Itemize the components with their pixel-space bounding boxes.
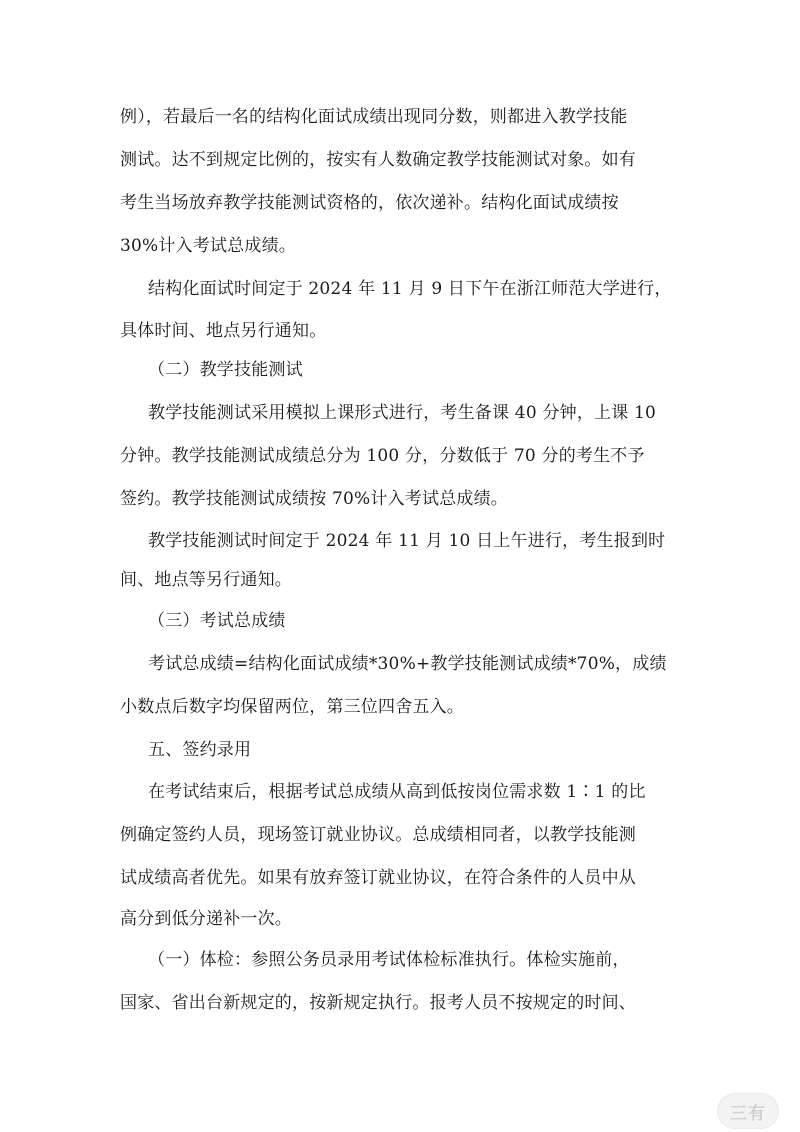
text-line-14: 考试总成绩=结构化面试成绩*30%+教学技能测试成绩*70%，成绩 [148, 654, 667, 674]
text-line-19: 试成绩高者优先。如果有放弃签订就业协议，在符合条件的人员中从 [120, 868, 636, 888]
text-line-20: 高分到低分递补一次。 [120, 909, 292, 929]
text-line-12: 间、地点等另行通知。 [120, 570, 292, 590]
text-line-3: 考生当场放弃教学技能测试资格的，依次递补。结构化面试成绩按 [120, 193, 619, 213]
watermark-badge [717, 1093, 779, 1129]
text-line-21: （一）体检：参照公务员录用考试体检标准执行。体检实施前， [148, 950, 630, 970]
text-line-17: 在考试结束后，根据考试总成绩从高到低按岗位需求数 1∶1 的比 [148, 782, 646, 802]
section-heading-total-score: （三）考试总成绩 [148, 611, 286, 631]
watermark-logo-text: 三有 [730, 1103, 766, 1124]
text-line-10: 签约。教学技能测试成绩按 70%计入考试总成绩。 [120, 489, 508, 509]
text-line-5: 结构化面试时间定于 2024 年 11 月 9 日下午在浙江师范大学进行， [148, 279, 672, 299]
text-line-2: 测试。达不到规定比例的，按实有人数确定教学技能测试对象。如有 [120, 150, 636, 170]
text-line-15: 小数点后数字均保留两位，第三位四舍五入。 [120, 697, 464, 717]
section-heading-teaching-skill-test: （二）教学技能测试 [148, 360, 303, 380]
text-line-22: 国家、省出台新规定的，按新规定执行。报考人员不按规定的时间、 [120, 993, 636, 1013]
text-line-6: 具体时间、地点另行通知。 [120, 321, 327, 341]
text-line-4: 30%计入考试总成绩。 [120, 236, 296, 256]
text-line-8: 教学技能测试采用模拟上课形式进行，考生备课 40 分钟，上课 10 [148, 403, 657, 423]
text-line-1: 例），若最后一名的结构化面试成绩出现同分数，则都进入教学技能 [120, 107, 628, 127]
text-line-11: 教学技能测试时间定于 2024 年 11 月 10 日上午进行，考生报到时 [148, 531, 666, 551]
text-line-18: 例确定签约人员，现场签订就业协议。总成绩相同者，以教学技能测 [120, 825, 636, 845]
text-line-9: 分钟。教学技能测试成绩总分为 100 分，分数低于 70 分的考生不予 [120, 446, 645, 466]
section-heading-signing-hiring: 五、签约录用 [148, 740, 252, 760]
